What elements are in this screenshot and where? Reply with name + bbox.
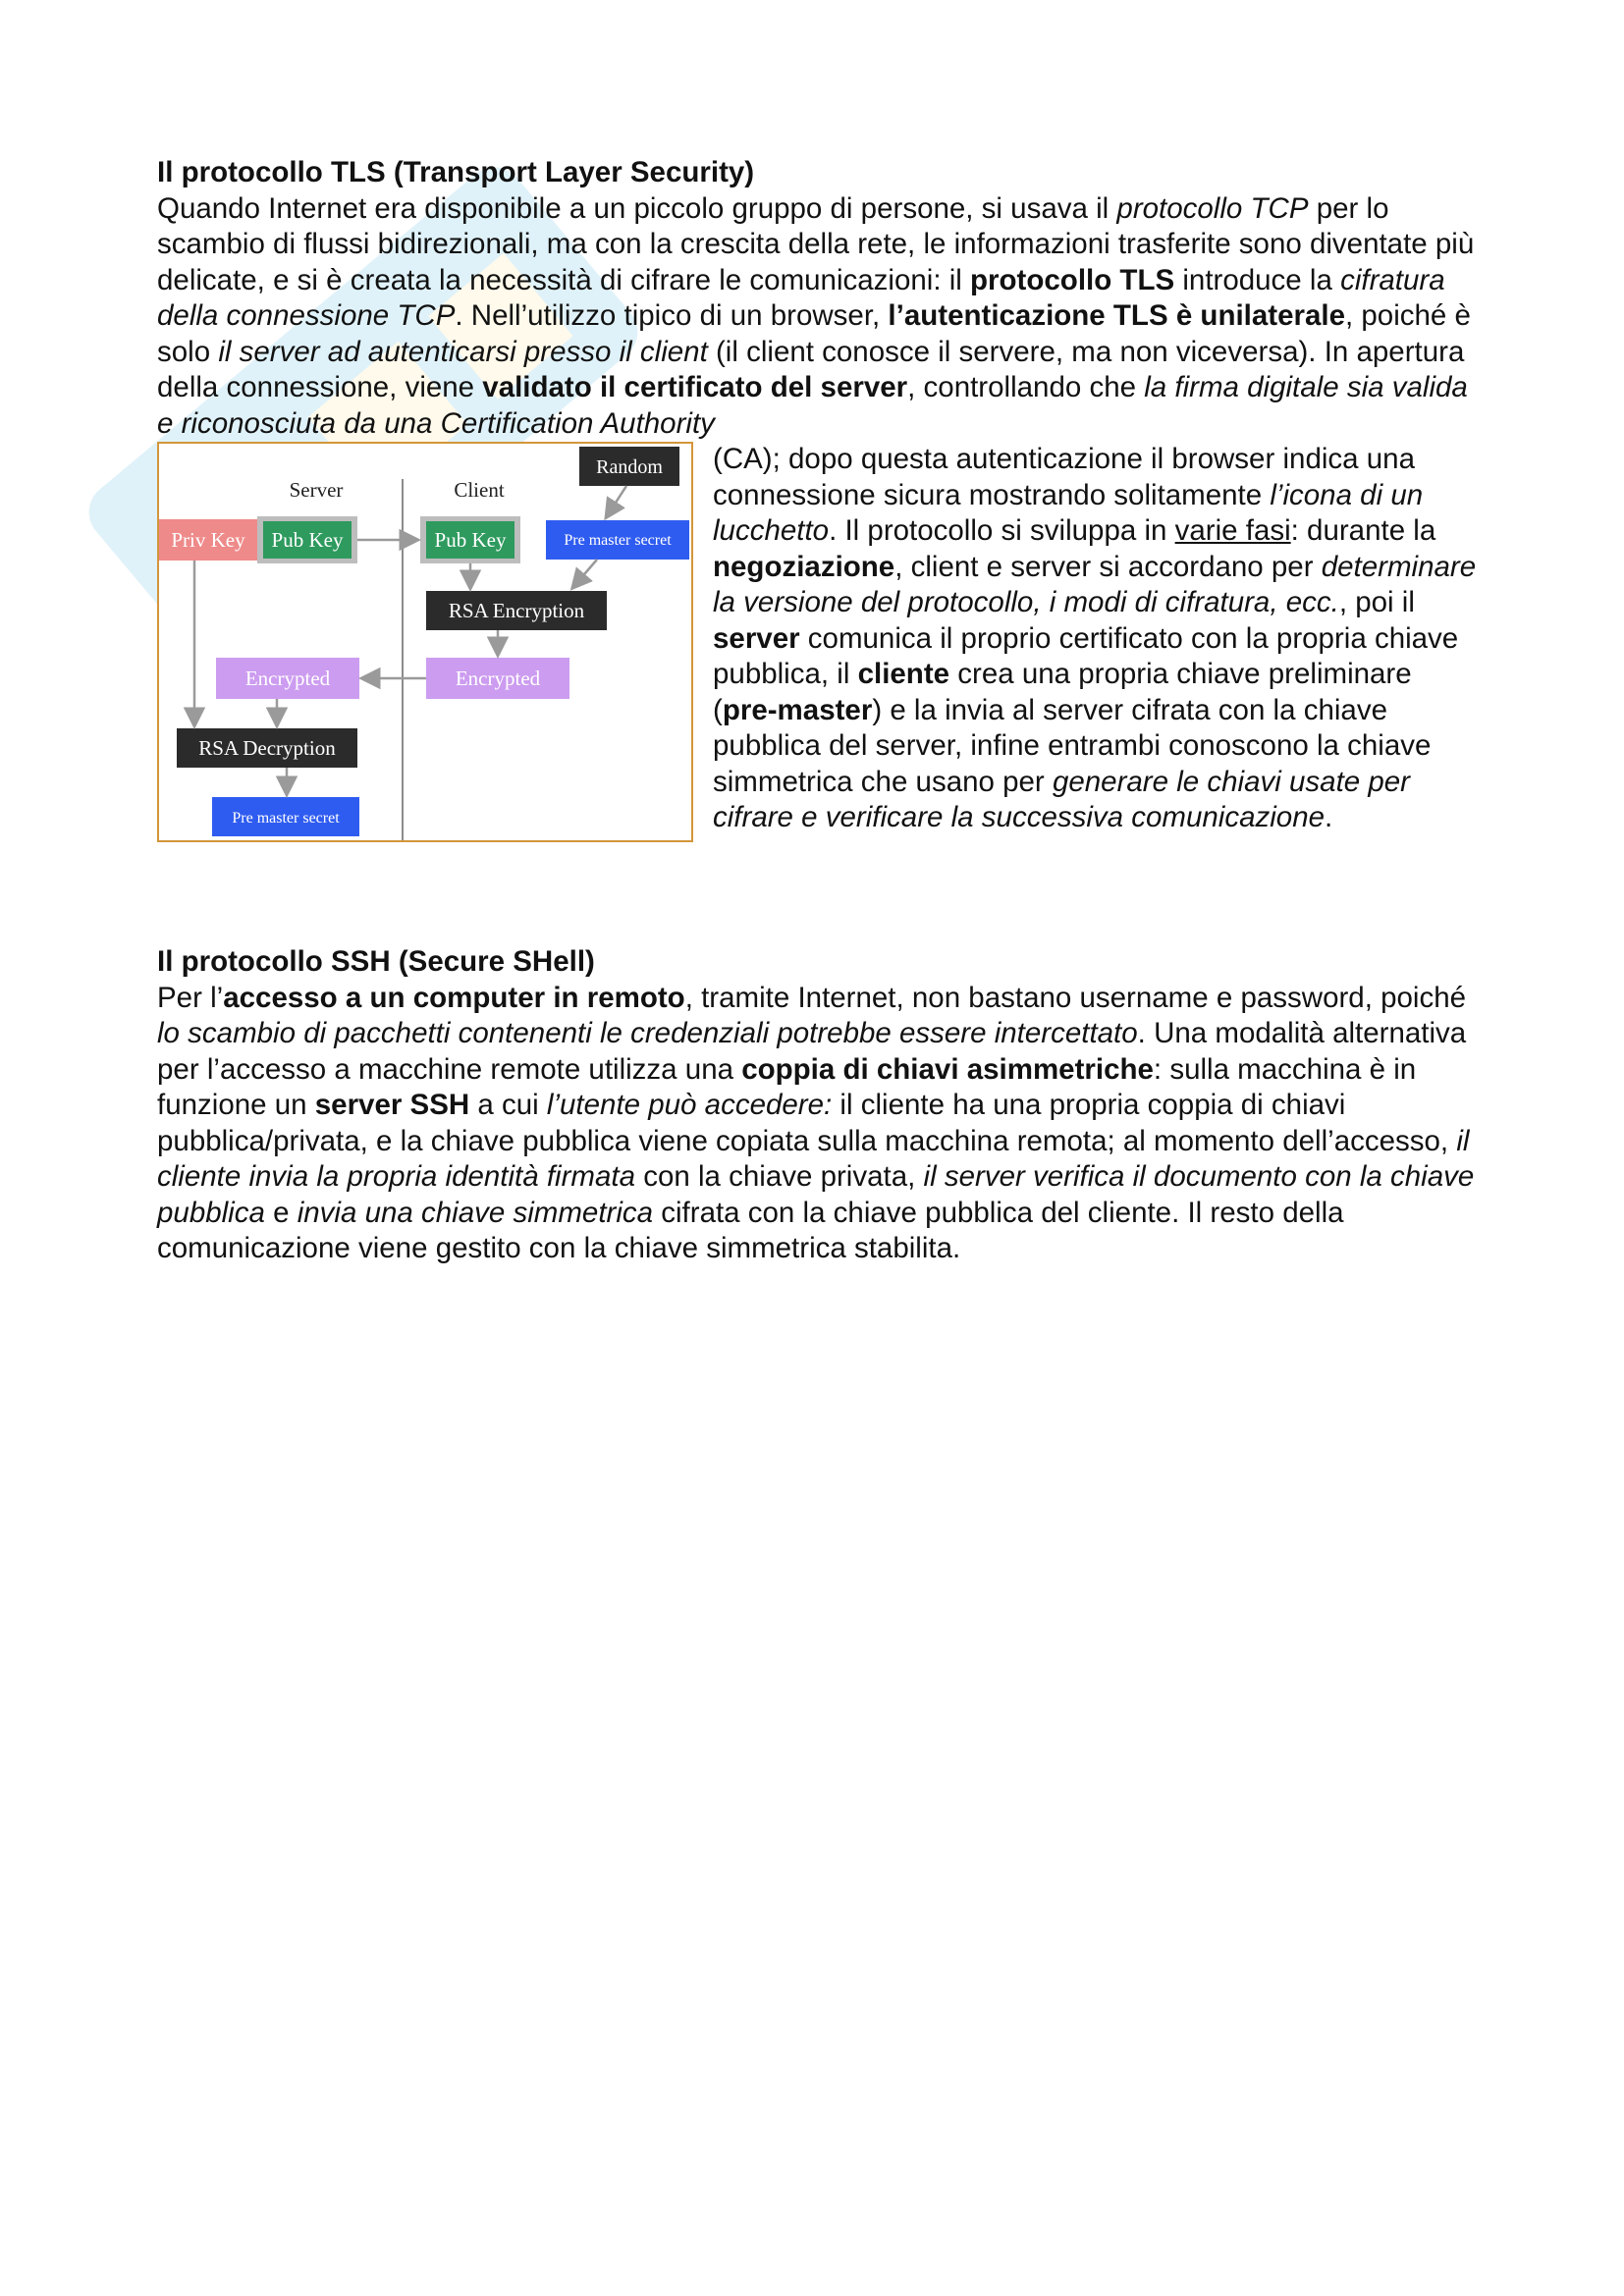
text-run: . Il protocollo si sviluppa in — [829, 514, 1175, 547]
italic-run: l’utente può accedere: — [546, 1089, 833, 1121]
bold-run: pre-master — [722, 693, 873, 726]
text-run: cifrata con la chiave pubblica del cliente. Il resto della comunicazione viene gestito con la chiave simmetrica stabilita. — [157, 1196, 1344, 1264]
text-run: , poiché è solo — [157, 299, 1471, 368]
text-run: a cui — [469, 1089, 547, 1121]
text-run: il cliente ha una propria coppia di chiavi pubblica/privata, e la chiave pubblica viene copiata sulla macchina remota; al momento dell’accesso, — [157, 1089, 1457, 1157]
bold-run: server — [713, 621, 800, 655]
italic-run: la firma digitale sia valida e riconosciuta da una Certification Authority — [157, 371, 1468, 440]
text-run: crea una propria chiave preliminare ( — [713, 658, 1412, 726]
text-run: . — [1325, 801, 1333, 833]
text-run: , poi il — [1338, 586, 1415, 618]
client-pre-master-label: Pre master secret — [564, 532, 672, 549]
italic-run: determinare la versione del protocollo, i modi di cifratura, ecc. — [713, 550, 1477, 618]
bold-run: l’autenticazione TLS è unilaterale — [888, 299, 1345, 332]
italic-run: l’icona di un lucchetto — [713, 478, 1424, 547]
bold-run: accesso a un computer in remoto — [223, 981, 685, 1014]
text-run: (CA); dopo questa autenticazione il browser indica una connessione sicura mostrando solitamente — [713, 443, 1415, 511]
tls-section — [157, 155, 1483, 842]
priv-key-label: Priv Key — [171, 528, 245, 552]
ssh-paragraph — [157, 981, 1483, 1267]
text-run: comunica il proprio certificato con la propria chiave pubblica, il — [713, 621, 1459, 690]
rsa-encryption-label: RSA Encryption — [448, 599, 585, 622]
random-label: Random — [596, 456, 663, 478]
bold-run: negoziazione — [713, 550, 895, 583]
italic-run: il server verifica il documento con la chiave pubblica — [157, 1160, 1475, 1229]
text-run: (il client conosce il servere, ma non viceversa). In apertura della connessione, viene — [157, 335, 1465, 403]
italic-run: protocollo TCP — [1116, 191, 1309, 225]
text-run: , tramite Internet, non bastano username e password, poiché — [684, 981, 1467, 1014]
italic-run: generare le chiavi usate per cifrare e verificare la successiva comunicazione — [713, 765, 1411, 833]
italic-run: invia una chiave simmetrica — [297, 1196, 654, 1229]
server-label: Server — [289, 478, 344, 502]
arrow-random-to-premaster — [607, 486, 626, 516]
server-pre-master-label: Pre master secret — [232, 810, 340, 827]
client-label: Client — [454, 478, 505, 502]
italic-run: lo scambio di pacchetti contenenti le credenziali potrebbe essere intercettato — [157, 1017, 1138, 1049]
ssh-section — [157, 944, 1483, 1267]
bold-run: server SSH — [314, 1089, 470, 1121]
text-run: introduce la — [1174, 263, 1341, 296]
client-encrypted-label: Encrypted — [455, 667, 541, 690]
text-run: Quando Internet era disponibile a un piccolo gruppo di persone, si usava il — [157, 191, 1117, 225]
bold-run: validato il certificato del server — [482, 371, 908, 403]
text-run: : sulla macchina è in funzione un — [157, 1052, 1417, 1121]
text-run: e — [264, 1196, 298, 1229]
arrow-premaster-to-rsa — [573, 560, 597, 587]
text-run: Per l’ — [157, 981, 224, 1014]
text-run: , controllando che — [907, 371, 1145, 403]
italic-run: il cliente invia la propria identità firmata — [157, 1124, 1470, 1193]
text-run: : durante la — [1290, 514, 1436, 547]
diagram-canvas — [159, 444, 691, 840]
server-encrypted-label: Encrypted — [244, 667, 331, 690]
bold-run: cliente — [857, 658, 950, 690]
server-pub-key-label: Pub Key — [271, 528, 344, 552]
text-run: , client e server si accordano per — [894, 550, 1322, 583]
text-run: con la chiave privata, — [635, 1160, 924, 1193]
tls-heading: Il protocollo TLS (Transport Layer Security) — [157, 156, 755, 188]
tls-paragraph-intro — [157, 191, 1483, 443]
tls-handshake-diagram — [157, 442, 693, 842]
text-run: . Una modalità alternativa per l’accesso a macchine remote utilizza una — [157, 1017, 1467, 1086]
text-run: ) e la invia al server cifrata con la chiave pubblica del server, infine entrambi conoscono la chiave simmetrica che usano per — [713, 693, 1432, 798]
client-pub-key-label: Pub Key — [434, 528, 507, 552]
italic-run: il server ad autenticarsi presso il client — [218, 335, 708, 368]
bold-run: protocollo TLS — [970, 263, 1175, 296]
bold-run: coppia di chiavi asimmetriche — [741, 1052, 1154, 1086]
text-run: per lo scambio di flussi bidirezionali, ma con la crescita della rete, le informazioni trasferite sono diventate più delicate, e si è creata la necessità di cifrare le comunicazioni: il — [157, 191, 1475, 296]
text-run: . Nell’utilizzo tipico di un browser, — [455, 299, 889, 332]
ssh-heading: Il protocollo SSH (Secure SHell) — [157, 945, 595, 978]
rsa-decryption-label: RSA Decryption — [198, 736, 336, 760]
underline-run: varie fasi — [1174, 514, 1291, 547]
italic-run: cifratura della connessione TCP — [157, 263, 1445, 332]
